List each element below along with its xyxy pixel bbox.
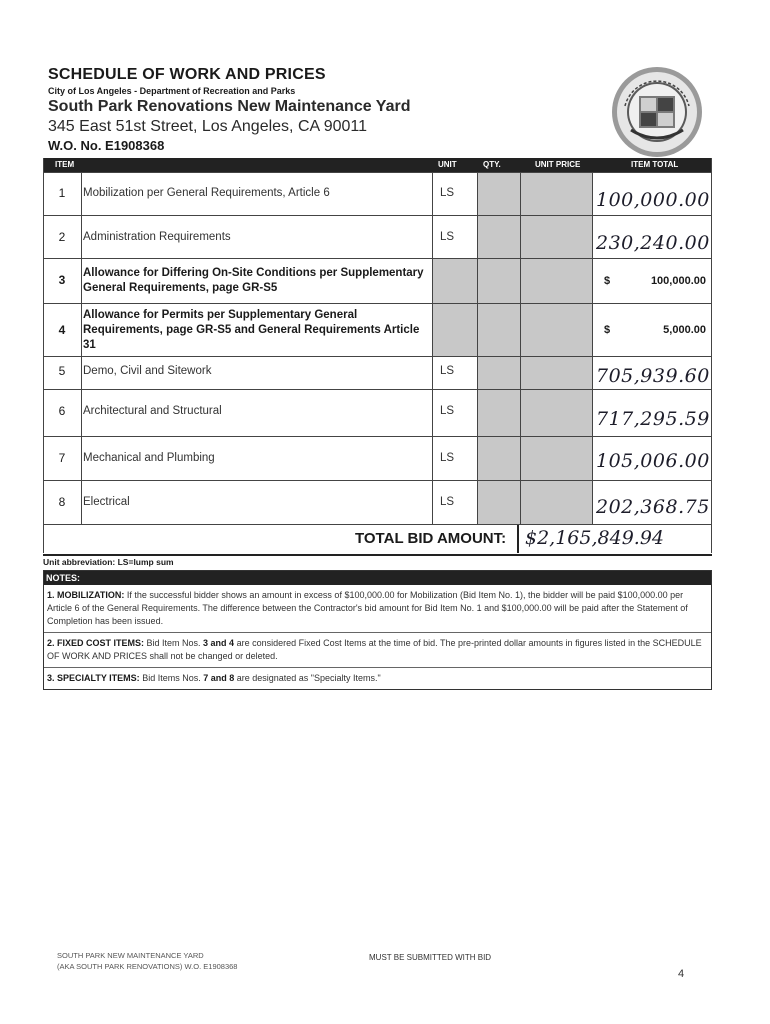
item-unit: LS xyxy=(440,496,455,508)
total-bid-label: TOTAL BID AMOUNT: xyxy=(355,530,507,547)
item-description: Architectural and Structural xyxy=(83,405,222,417)
item-description: Allowance for Permits per Supplementary General Requirements, page GR-S5 and General Requirements Article 31 xyxy=(83,309,420,351)
item-total: 717,295.59 xyxy=(596,408,710,430)
page-number: 4 xyxy=(678,968,685,980)
item-description: Demo, Civil and Sitework xyxy=(83,365,212,377)
fixed-dollar-sign: $ xyxy=(604,275,611,287)
item-number: 6 xyxy=(58,404,66,418)
item-number: 7 xyxy=(58,451,66,465)
item-unit: LS xyxy=(440,452,455,464)
footer-submit-note: MUST BE SUBMITTED WITH BID xyxy=(369,953,492,962)
item-total: 100,000.00 xyxy=(596,189,710,211)
item-unit: LS xyxy=(440,405,455,417)
item-number: 1 xyxy=(58,186,66,200)
project-title: South Park Renovations New Maintenance Yard xyxy=(48,98,411,115)
item-unit: LS xyxy=(440,187,455,199)
item-description: Allowance for Differing On-Site Conditions per Supplementary General Requirements, page GR-S5 xyxy=(83,267,424,294)
table-row xyxy=(43,303,712,356)
col-unit-price: UNIT PRICE xyxy=(535,160,581,169)
item-unit: LS xyxy=(440,231,455,243)
item-description: Electrical xyxy=(83,496,130,508)
table-row xyxy=(43,436,712,480)
item-description: Mechanical and Plumbing xyxy=(83,452,215,464)
item-number: 3 xyxy=(58,273,66,287)
page-title: SCHEDULE OF WORK AND PRICES xyxy=(48,66,326,83)
notes-header: NOTES: xyxy=(44,571,711,585)
total-bid-amount: $2,165,849.94 xyxy=(525,527,665,549)
item-description: Administration Requirements xyxy=(83,231,231,243)
item-total: 105,006.00 xyxy=(596,450,710,472)
table-row xyxy=(43,215,712,258)
city-seal-icon xyxy=(611,66,703,158)
fixed-amount: 100,000.00 xyxy=(650,275,706,287)
project-address: 345 East 51st Street, Los Angeles, CA 90011 xyxy=(48,118,368,135)
footer-project-label: SOUTH PARK NEW MAINTENANCE YARD (AKA SOUTH PARK RENOVATIONS) W.O. E1908368 xyxy=(57,951,238,971)
department-label: City of Los Angeles - Department of Recreation and Parks xyxy=(48,86,296,96)
item-total: 705,939.60 xyxy=(596,365,710,387)
item-description: Mobilization per General Requirements, Article 6 xyxy=(83,187,330,199)
fixed-dollar-sign: $ xyxy=(604,324,611,336)
table-header xyxy=(43,158,712,172)
item-number: 2 xyxy=(58,230,66,244)
table-row xyxy=(43,258,712,303)
work-order-number: W.O. No. E1908368 xyxy=(48,138,165,153)
item-number: 5 xyxy=(58,364,66,378)
total-row xyxy=(43,524,712,556)
col-qty: QTY. xyxy=(483,160,501,169)
note-mobilization: 1. MOBILIZATION: If the successful bidder shows an amount in excess of $100,000.00 for Mobilization (Bid Item No. 1), the bidder will be paid $100,000.00 per Article 6 of the General Requirements. The difference between the Contractor's bid amount for Bid Item No. 1 and $100,000.00 will be paid after the Statement of Completion has been issued. xyxy=(47,590,688,626)
item-number: 8 xyxy=(58,495,66,509)
table-row xyxy=(43,480,712,524)
item-number: 4 xyxy=(58,323,66,337)
col-item-total: ITEM TOTAL xyxy=(631,160,679,169)
fixed-amount: 5,000.00 xyxy=(663,324,706,336)
col-unit: UNIT xyxy=(438,160,457,169)
table-row xyxy=(43,389,712,436)
table-row xyxy=(43,172,712,215)
table-row xyxy=(43,356,712,389)
col-item: ITEM xyxy=(55,160,75,169)
item-total: 230,240.00 xyxy=(596,232,710,254)
unit-abbreviation: Unit abbreviation: LS=lump sum xyxy=(43,557,174,567)
notes-section xyxy=(43,570,712,690)
note-fixed-cost: 2. FIXED COST ITEMS: Bid Item Nos. 3 and 4 are considered Fixed Cost Items at the time of bid. The pre-printed dollar amounts in figures listed in the SCHEDULE OF WORK AND PRICES shall not be changed or deleted. xyxy=(44,632,711,667)
item-unit: LS xyxy=(440,365,455,377)
item-total: 202,368.75 xyxy=(596,496,710,518)
note-specialty: 3. SPECIALTY ITEMS: Bid Items Nos. 7 and 8 are designated as "Specialty Items." xyxy=(44,667,711,689)
total-bid-box xyxy=(517,525,714,553)
